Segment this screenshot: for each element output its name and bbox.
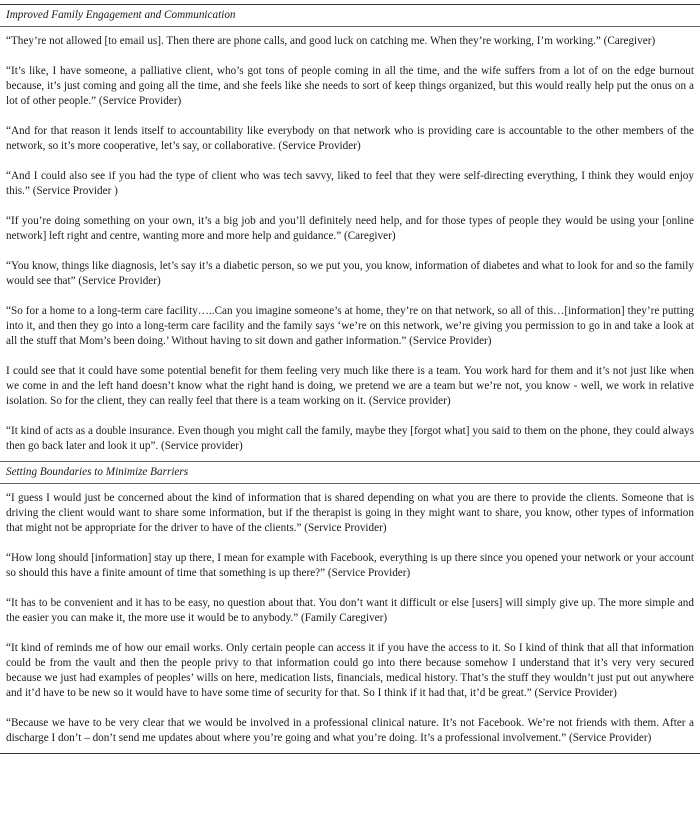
- section-setting-boundaries: [0, 462, 700, 753]
- quote: “It has to be convenient and it has to be easy, no question about that. You don’t want it difficult or else [users] will simply give up. The more simple and the easier you can make it, the more use it would be to anybody.” (Family Caregiver): [6, 597, 694, 624]
- quote: “They’re not allowed [to email us]. Then there are phone calls, and good luck on catching me. When they’re working, I’m working.” (Caregiver): [6, 35, 656, 47]
- section-heading: Improved Family Engagement and Communication: [6, 9, 236, 21]
- quote: “And I could also see if you had the type of client who was tech savvy, liked to feel that they were self-directing everything, I think they would enjoy this.” (Service Provider ): [6, 170, 694, 197]
- quote: “It kind of acts as a double insurance. Even though you might call the family, maybe they [forgot what] you said to them on the phone, they could always then go back later and look it up”. (Service provider): [6, 425, 694, 452]
- quote: “So for a home to a long-term care facility…..Can you imagine someone’s at home, they’re on that network, so all of this…[information] they’re putting into it, and then they go into a long-term care facility and the family says ‘we’re on this network, we’re giving you permission to go in and take a look at all the stuff that Mom’s been doing.’ Without having to sit down and gather information.” (Service Provider): [6, 305, 694, 347]
- quote: “It’s like, I have someone, a palliative client, who’s got tons of people coming in all the time, and the wife suffers from a lot of on the edge burnout because, it’s just coming and going all the time, and she feels like she needs to sort of keep things organized, but this would really help put the onus on a lot of other people.” (Service Provider): [6, 65, 694, 107]
- bottom-rule: [0, 753, 700, 754]
- section-heading: Setting Boundaries to Minimize Barriers: [6, 466, 189, 478]
- quote: “I guess I would just be concerned about the kind of information that is shared depending on what you are there to provide the clients. Someone that is driving the client would want to share some information, but if the therapist is going in they might want to share, you know, other types of information that might not be appropriate for the driver to have of the clients.” (Service Provider): [6, 492, 694, 534]
- quote: “And for that reason it lends itself to accountability like everybody on that network who is providing care is accountable to the other members of the network, so it’s more cooperative, let’s say, or collaborative. (Service Provider): [6, 125, 694, 152]
- quote: “Because we have to be very clear that we would be involved in a professional clinical nature. It’s not Facebook. We’re not friends with them. After a discharge I don’t – don’t send me updates about where you’re going and what you’re doing. It’s a professional involvement.” (Service Provider): [6, 717, 694, 744]
- quote: “It kind of reminds me of how our email works. Only certain people can access it if you have the access to it. So I kind of think that all that information could be from the vault and then the people privy to that information could go into there because somehow I understand that it’s very very secured because we just had examples of peoples’ wills on here, medication lists, financials, medical history. That’s the stuff they wouldn’t just put out anywhere and it’d have to be new so it would have to have some time of security for that. So I think if it had that, it’d be great.” (Service Provider): [6, 642, 694, 699]
- quote: “If you’re doing something on your own, it’s a big job and you’ll definitely need help, and for those types of people they would be using your [online network] left right and centre, wanting more and more help and guidance.” (Caregiver): [6, 215, 694, 242]
- quote: “You know, things like diagnosis, let’s say it’s a diabetic person, so we put you, you know, information of diabetes and what to look for and so the family would see that” (Service Provider): [6, 260, 694, 287]
- section-family-engagement: [0, 5, 700, 461]
- quote-list: [0, 484, 700, 753]
- quote-list: [0, 27, 700, 461]
- quote: “How long should [information] stay up there, I mean for example with Facebook, everything is up there since you opened your network or your account so should this have a finite amount of time that something is up there?” (Service Provider): [6, 552, 694, 579]
- quote: I could see that it could have some potential benefit for them feeling very much like there is a team. You work hard for them and it’s not just like when we come in and the left hand doesn’t know what the right hand is doing, we pretend we are a team but we’re not, you know - well, we work in relative isolation. So for the client, they can really feel that there is a team working on it. (Service provider): [6, 365, 694, 407]
- document-page: [0, 4, 700, 821]
